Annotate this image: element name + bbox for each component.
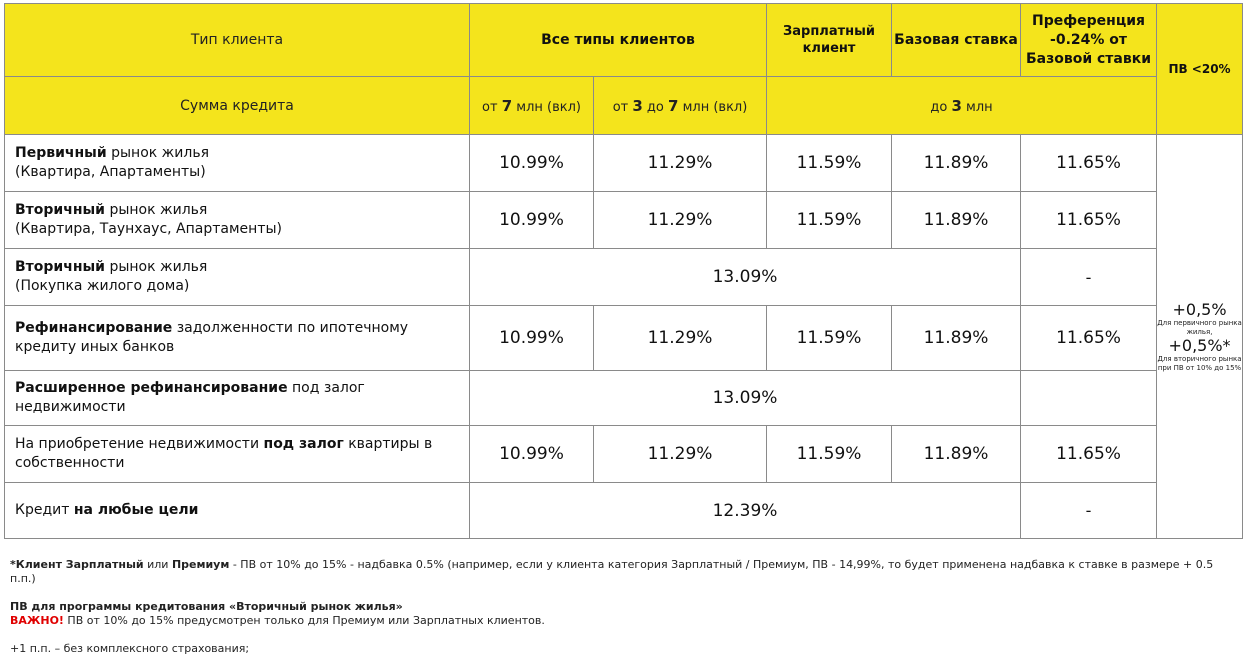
rate-cell: 10.99% [470, 192, 594, 249]
row-label-secured-purchase: На приобретение недвижимости под залог квартиры в собственности [5, 426, 470, 483]
rate-cell-merged: 13.09% [470, 249, 1021, 306]
rate-cell: 11.89% [892, 426, 1021, 483]
loan-sum-header: Сумма кредита [5, 77, 470, 135]
rate-cell: 11.65% [1021, 306, 1157, 371]
all-types-header: Все типы клиентов [470, 4, 767, 77]
rate-cell: 10.99% [470, 135, 594, 192]
row-label-primary: Первичный рынок жилья (Квартира, Апартаменты) [5, 135, 470, 192]
pv-surcharge-1-note: Для первичного рынка жилья, [1157, 318, 1242, 336]
from-7mln-header: от 7 млн (вкл) [470, 77, 594, 135]
rate-cell: 11.29% [594, 426, 767, 483]
preference-dash: - [1021, 483, 1157, 539]
footnotes [10, 558, 1235, 656]
base-rate-header: Базовая ставка [892, 4, 1021, 77]
rate-cell: 11.59% [767, 135, 892, 192]
preference-empty [1021, 371, 1157, 426]
preference-header: Преференция -0.24% от Базовой ставки [1021, 4, 1157, 77]
row-label-secondary-house: Вторичный рынок жилья (Покупка жилого дома) [5, 249, 470, 306]
pv-surcharge-1: +0,5% [1172, 299, 1227, 319]
rate-cell-merged: 13.09% [470, 371, 1021, 426]
row-label-secondary-flat: Вторичный рынок жилья (Квартира, Таунхаус, Апартаменты) [5, 192, 470, 249]
rate-cell: 10.99% [470, 306, 594, 371]
footnote-pv-secondary-title: ПВ для программы кредитования «Вторичный рынок жилья» [10, 600, 403, 613]
rate-cell: 10.99% [470, 426, 594, 483]
footnote-salary-premium: *Клиент Зарплатный или Премиум - ПВ от 10% до 15% - надбавка 0.5% (например, если у клиента категория Зарплатный / Премиум, ПВ - 14,99%, то будет применена надбавка к ставке в размере + 0.5 п.п.) [10, 558, 1214, 585]
row-label-extended-refinancing: Расширенное рефинансирование под залог недвижимости [5, 371, 470, 426]
pv-header: ПВ <20% [1157, 4, 1243, 135]
rate-cell: 11.89% [892, 306, 1021, 371]
upto-3mln-header: до 3 млн [767, 77, 1157, 135]
preference-dash: - [1021, 249, 1157, 306]
footnote-insurance: +1 п.п. – без комплексного страхования; [10, 642, 250, 655]
rate-cell: 11.65% [1021, 135, 1157, 192]
row-label-refinancing: Рефинансирование задолженности по ипотечному кредиту иных банков [5, 306, 470, 371]
rate-cell: 11.65% [1021, 192, 1157, 249]
from-3-to-7mln-header: от 3 до 7 млн (вкл) [594, 77, 767, 135]
row-label-any-purpose: Кредит на любые цели [5, 483, 470, 539]
salary-client-header: Зарплатный клиент [767, 4, 892, 77]
pv-surcharge-2-note: Для вторичного рынка при ПВ от 10% до 15% [1157, 354, 1242, 372]
client-type-header: Тип клиента [5, 4, 470, 77]
rate-cell: 11.65% [1021, 426, 1157, 483]
rate-cell: 11.89% [892, 192, 1021, 249]
rate-cell: 11.89% [892, 135, 1021, 192]
rate-cell: 11.29% [594, 192, 767, 249]
rate-cell: 11.59% [767, 192, 892, 249]
rate-cell: 11.59% [767, 426, 892, 483]
rate-cell: 11.59% [767, 306, 892, 371]
footnote-important: ВАЖНО! ПВ от 10% до 15% предусмотрен только для Премиум или Зарплатных клиентов. [10, 614, 545, 627]
pv-surcharge-cell [1157, 135, 1243, 539]
rate-cell: 11.29% [594, 306, 767, 371]
rates-table [4, 3, 1243, 539]
pv-surcharge-2: +0,5%* [1168, 335, 1231, 355]
rate-cell: 11.29% [594, 135, 767, 192]
rate-cell-merged: 12.39% [470, 483, 1021, 539]
